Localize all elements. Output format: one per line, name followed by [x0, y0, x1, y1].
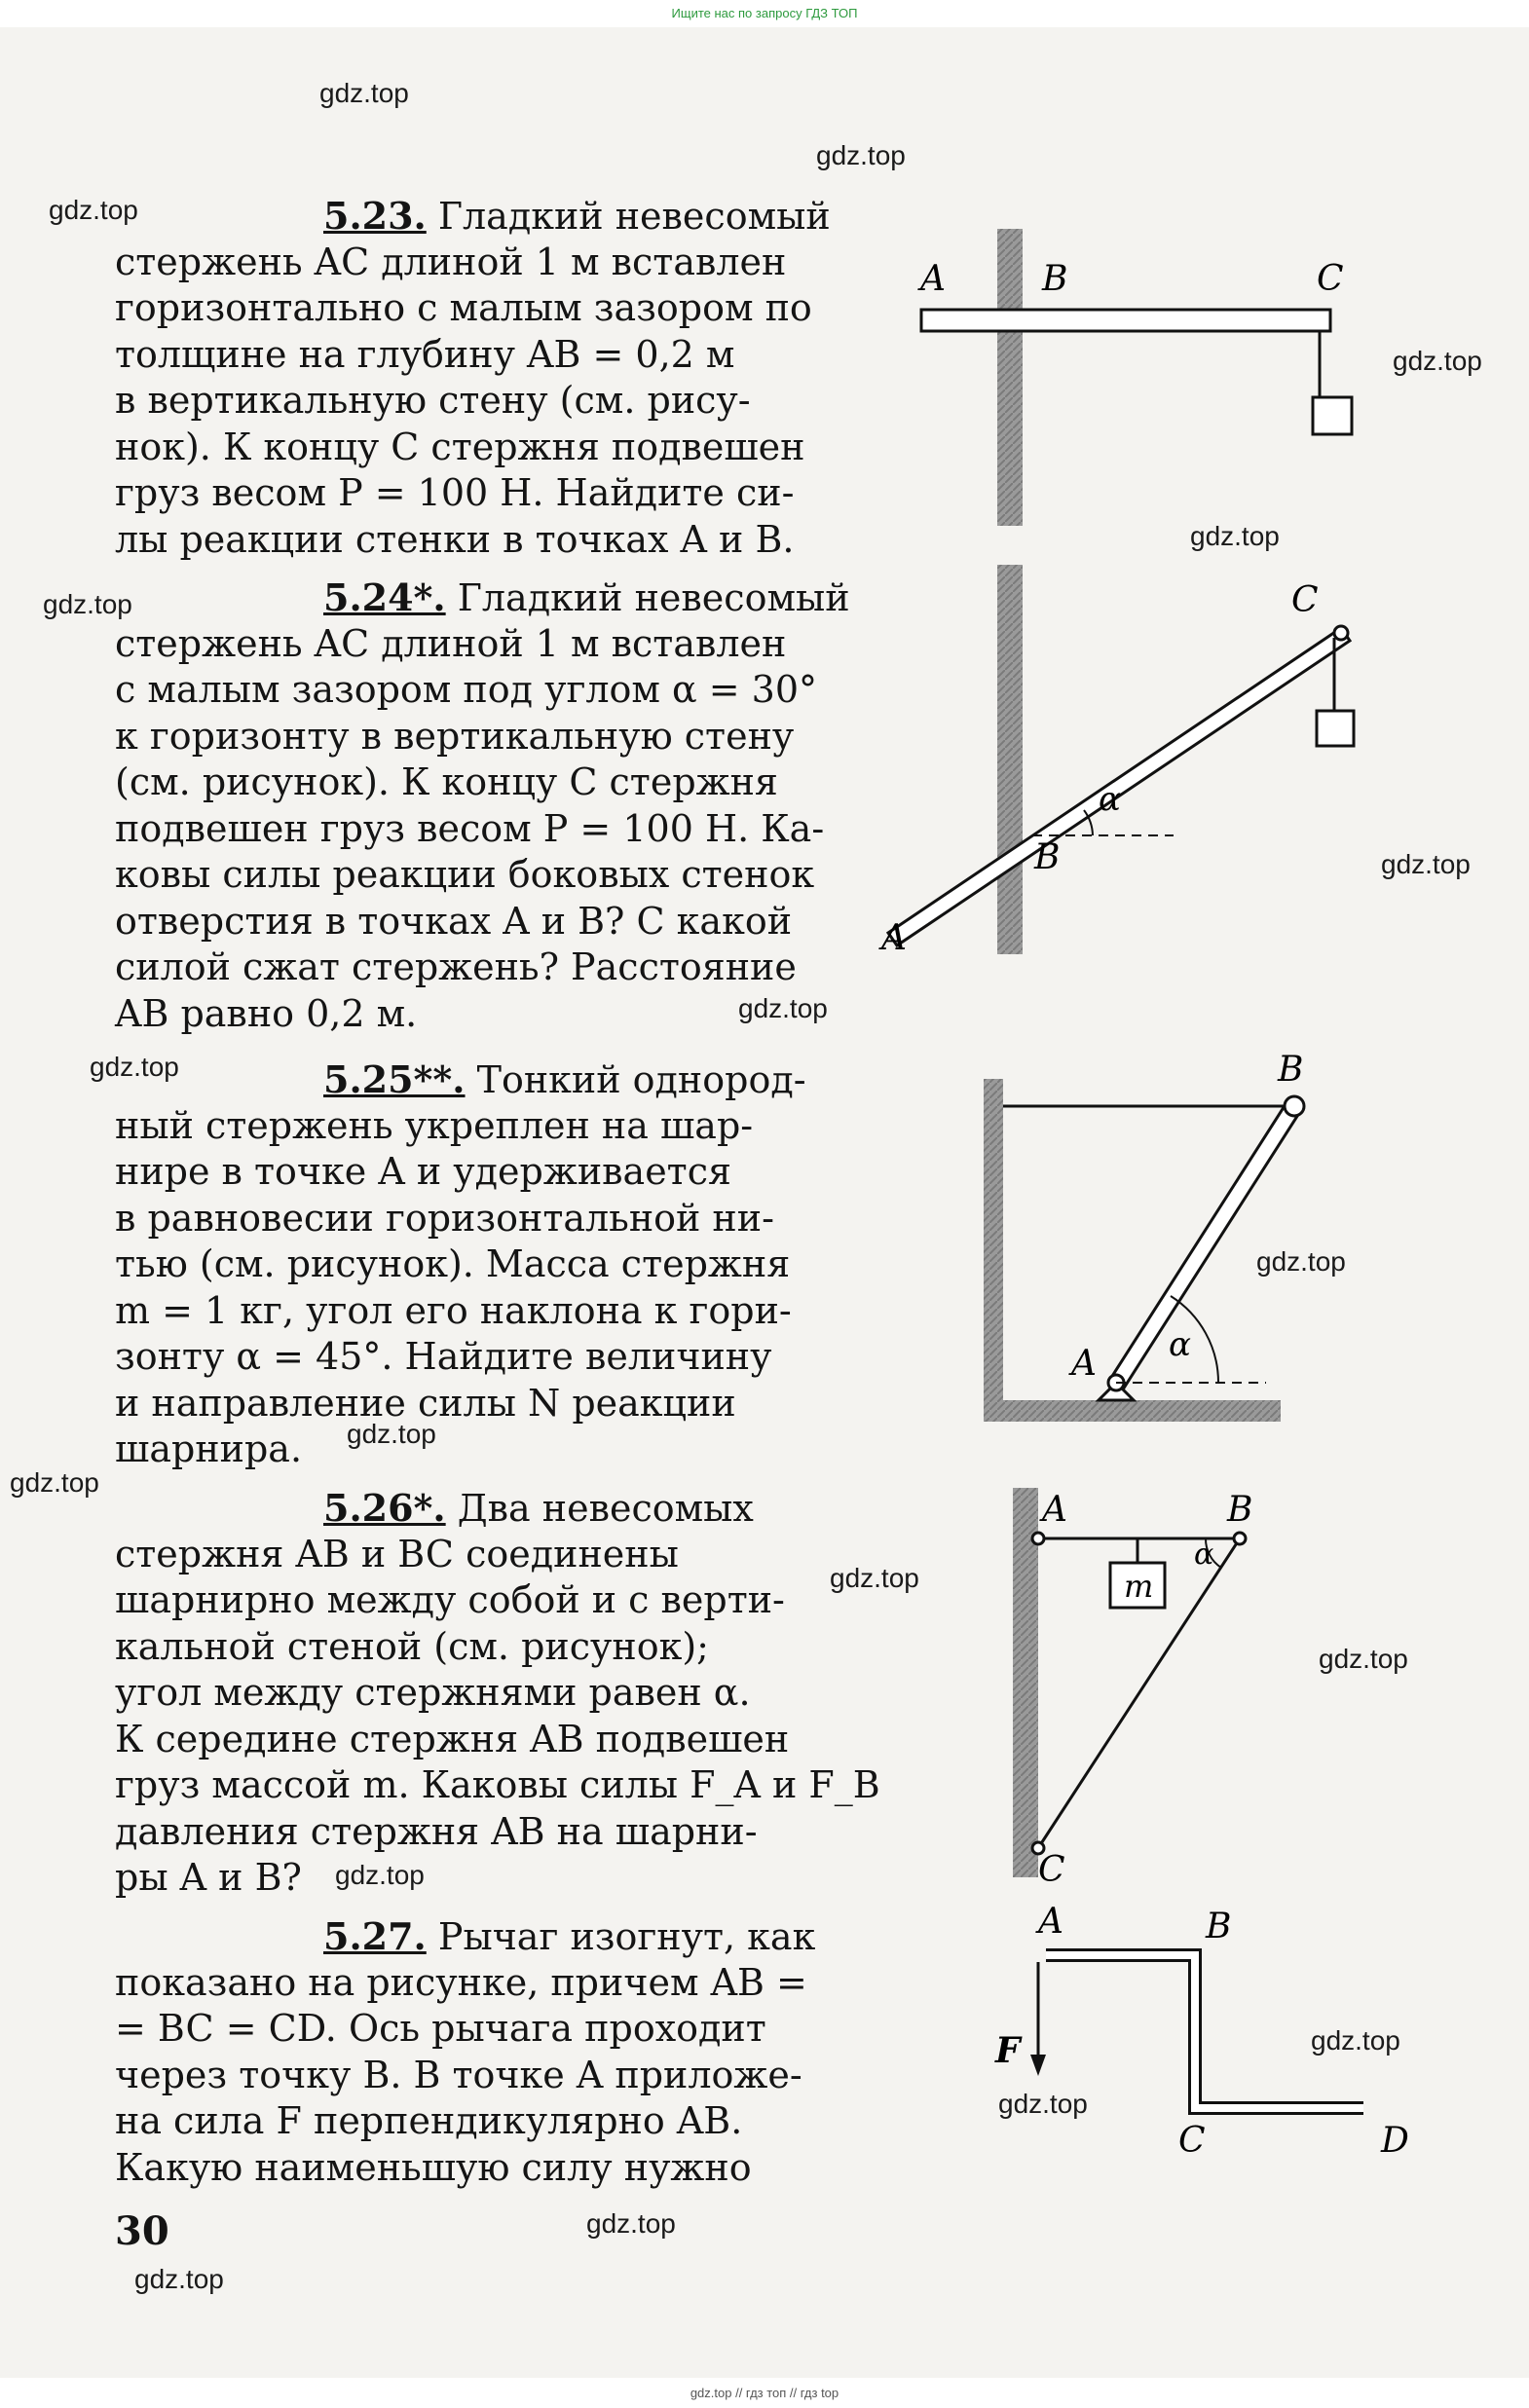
label-f: F: [995, 2030, 1021, 2071]
problem-number: 5.27.: [323, 1914, 427, 1958]
weight: [1313, 397, 1352, 434]
problem-line: и направление силы N реакции: [115, 1381, 736, 1425]
label-c: C: [1038, 1850, 1065, 1890]
problem-line: 5.27. Рычаг изогнут, как: [323, 1914, 816, 1958]
watermark: gdz.top: [49, 195, 138, 225]
problem-line: угол между стержнями равен α.: [115, 1671, 751, 1714]
problem-line: К середине стержня AB подвешен: [115, 1717, 790, 1760]
problem-number: 5.23.: [323, 194, 427, 238]
problem-line: к горизонту в вертикальную стену: [115, 714, 795, 758]
watermark: gdz.top: [586, 2208, 676, 2239]
label-d: D: [1381, 2121, 1409, 2161]
problem-line: шарнирно между собой и с верти-: [115, 1578, 785, 1621]
problem-line: показано на рисунке, причем AB =: [115, 1960, 807, 2004]
watermark: gdz.top: [1190, 521, 1280, 551]
watermark: gdz.top: [43, 589, 132, 619]
figure-5-23: [917, 229, 1352, 526]
label-c: C: [1178, 2121, 1206, 2161]
problem-line: 5.25**. Тонкий однород-: [323, 1057, 806, 1101]
watermark: gdz.top: [1381, 849, 1471, 879]
figure-5-25: [984, 1050, 1304, 1422]
label-a: A: [881, 918, 907, 958]
watermark: gdz.top: [816, 140, 906, 170]
problem-number: 5.24*.: [323, 575, 446, 619]
top-banner: Ищите нас по запросу ГДЗ ТОП: [0, 0, 1529, 27]
label-b: B: [1034, 837, 1061, 877]
wall: [997, 229, 1023, 526]
watermark: gdz.top: [1311, 2025, 1400, 2056]
problem-line: Какую наименьшую силу нужно: [115, 2145, 752, 2189]
problem-line: толщине на глубину AB = 0,2 м: [115, 332, 735, 376]
arrow-head: [1030, 2055, 1046, 2076]
watermark: gdz.top: [134, 2264, 224, 2294]
problem-line: в равновесии горизонтальной ни-: [115, 1196, 774, 1240]
problem-line: ковы силы реакции боковых стенок: [115, 853, 815, 896]
problem-line: = BC = CD. Ось рычага проходит: [115, 2007, 766, 2050]
figure-5-26: [1013, 1488, 1252, 1890]
watermark: gdz.top: [830, 1563, 919, 1593]
problem-line: 5.26*. Два невесомых: [323, 1486, 754, 1530]
problem-line: стержень AC длиной 1 м вставлен: [115, 621, 787, 665]
watermark: gdz.top: [1393, 346, 1482, 376]
problem-line: 5.23. Гладкий невесомый: [323, 194, 831, 238]
problem-line: с малым зазором под углом α = 30°: [115, 668, 818, 711]
watermark: gdz.top: [90, 1052, 179, 1082]
problem-line: груз весом P = 100 Н. Найдите си-: [115, 471, 795, 514]
problem-line: (см. рисунок). К концу C стержня: [115, 760, 778, 803]
page-number: 30: [115, 2208, 169, 2254]
rod-end: [1334, 626, 1348, 640]
label-c: C: [1291, 580, 1319, 620]
problem-line: m = 1 кг, угол его наклона к гори-: [115, 1288, 792, 1332]
label-a: A: [1042, 1490, 1067, 1530]
problem-line: ный стержень укреплен на шар-: [115, 1103, 754, 1147]
problem-line: давления стержня AB на шарни-: [115, 1809, 758, 1853]
problem-line: зонту α = 45°. Найдите величину: [115, 1335, 772, 1378]
label-alpha: α: [1099, 780, 1121, 819]
hinge-b: [1234, 1533, 1246, 1544]
watermark: gdz.top: [738, 993, 828, 1023]
problem-line: 5.24*. Гладкий невесомый: [323, 575, 850, 619]
label-a: A: [1038, 1902, 1063, 1942]
watermark: gdz.top: [1319, 1644, 1408, 1674]
problem-line: в вертикальную стену (см. рису-: [115, 379, 751, 422]
problem-line: горизонтально с малым зазором по: [115, 286, 812, 329]
rod: [921, 310, 1330, 331]
problem-line: лы реакции стенки в точках A и B.: [115, 517, 795, 561]
label-a: A: [920, 259, 946, 299]
problem-line: нок). К концу C стержня подвешен: [115, 425, 805, 468]
watermark: gdz.top: [998, 2089, 1088, 2119]
figure-5-24: [878, 565, 1354, 958]
label-b: B: [1278, 1050, 1304, 1090]
bottom-banner: gdz.top // гдз топ // гдз top: [0, 2378, 1529, 2408]
label-alpha: α: [1194, 1537, 1214, 1572]
hinge-a: [1032, 1533, 1044, 1544]
problem-line: стержень AC длиной 1 м вставлен: [115, 240, 787, 283]
watermark: gdz.top: [335, 1860, 425, 1890]
problem-line: отверстия в точках A и B? С какой: [115, 899, 793, 943]
rod-end-b: [1285, 1096, 1304, 1116]
problem-line: ры A и B?: [115, 1856, 302, 1899]
problem-line: силой сжат стержень? Расстояние: [115, 945, 797, 988]
rod: [1109, 1101, 1301, 1389]
wall: [997, 565, 1023, 954]
label-b: B: [1227, 1490, 1253, 1530]
watermark: gdz.top: [10, 1467, 99, 1498]
label-b: B: [1042, 259, 1068, 299]
label-b: B: [1206, 1907, 1232, 1946]
problem-line: кальной стеной (см. рисунок);: [115, 1624, 709, 1668]
label-m: m: [1124, 1568, 1154, 1605]
watermark: gdz.top: [347, 1419, 436, 1449]
problem-line: стержня AB и BC соединены: [115, 1532, 679, 1575]
weight: [1317, 711, 1354, 746]
problem-line: AB равно 0,2 м.: [115, 991, 418, 1035]
problem-line: через точку B. В точке A приложе-: [115, 2053, 802, 2096]
label-c: C: [1317, 259, 1344, 299]
wall: [1013, 1488, 1038, 1877]
label-a: A: [1071, 1344, 1097, 1384]
problem-line: подвешен груз весом P = 100 Н. Ка-: [115, 806, 825, 850]
problem-line: нире в точке A и удерживается: [115, 1150, 731, 1193]
watermark: gdz.top: [1256, 1246, 1346, 1277]
problem-line: на сила F перпендикулярно AB.: [115, 2099, 743, 2142]
problem-number: 5.26*.: [323, 1486, 446, 1530]
label-alpha: α: [1169, 1325, 1191, 1364]
problem-number: 5.25**.: [323, 1057, 466, 1101]
problem-line: шарнира.: [115, 1427, 303, 1470]
problem-line: груз массой m. Каковы силы F_A и F_B: [115, 1763, 880, 1806]
problem-line: тью (см. рисунок). Масса стержня: [115, 1242, 791, 1285]
watermark: gdz.top: [319, 78, 409, 108]
